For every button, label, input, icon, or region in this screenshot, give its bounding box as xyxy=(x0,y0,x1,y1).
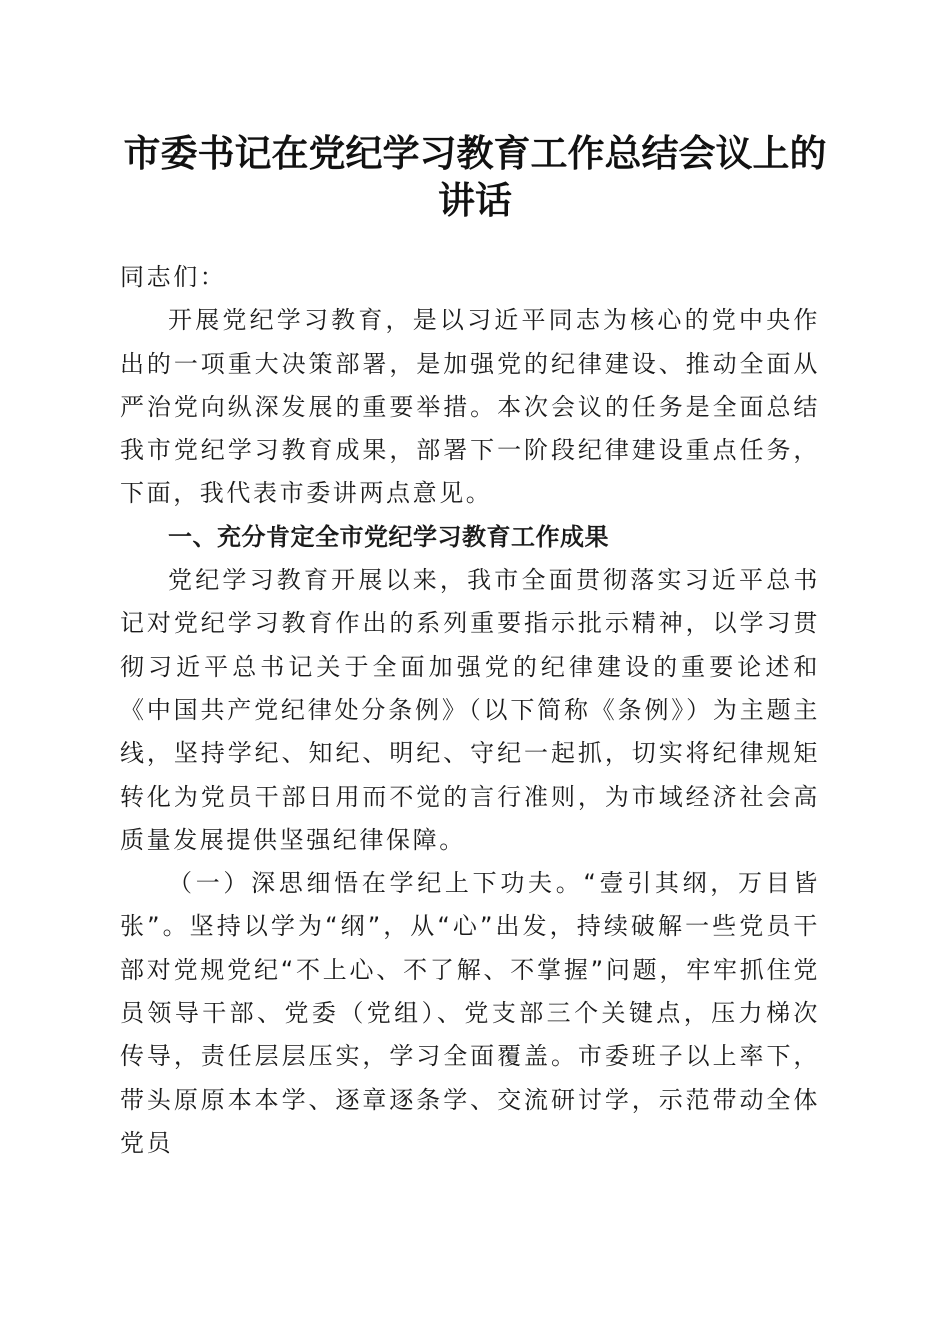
document-title: 市委书记在党纪学习教育工作总结会议上的讲话 xyxy=(123,131,827,222)
section-heading: 一、充分肯定全市党纪学习教育工作成果 xyxy=(168,522,609,551)
document-body xyxy=(120,256,820,1165)
section-paragraph-2: （一）深思细悟在学纪上下功夫。“壹引其纲，万目皆张”。坚持以学为“纲”，从“心”出发，持续破解一些党员干部对党规党纪“不上心、不了解、不掌握”问题，牢牢抓住党员领导干部、党委（党组）、党支部三个关键点，压力梯次传导，责任层层压实，学习全面覆盖。市委班子以上率下，带头原原本本学、逐章逐条学、交流研讨学，示范带动全体党员 xyxy=(120,869,820,1157)
section-paragraph-1: 党纪学习教育开展以来，我市全面贯彻落实习近平总书记对党纪学习教育作出的系列重要指示批示精神，以学习贯彻习近平总书记关于全面加强党的纪律建设的重要论述和《中国共产党纪律处分条例》（以下简称《条例》）为主题主线，坚持学纪、知纪、明纪、守纪一起抓，切实将纪律规矩转化为党员干部日用而不觉的言行准则，为市域经济社会高质量发展提供坚强纪律保障。 xyxy=(120,566,820,854)
intro-paragraph: 开展党纪学习教育，是以习近平同志为核心的党中央作出的一项重大决策部署，是加强党的纪律建设、推动全面从严治党向纵深发展的重要举措。本次会议的任务是全面总结我市党纪学习教育成果，部署下一阶段纪律建设重点任务，下面，我代表市委讲两点意见。 xyxy=(120,306,820,508)
salutation: 同志们： xyxy=(120,263,227,291)
